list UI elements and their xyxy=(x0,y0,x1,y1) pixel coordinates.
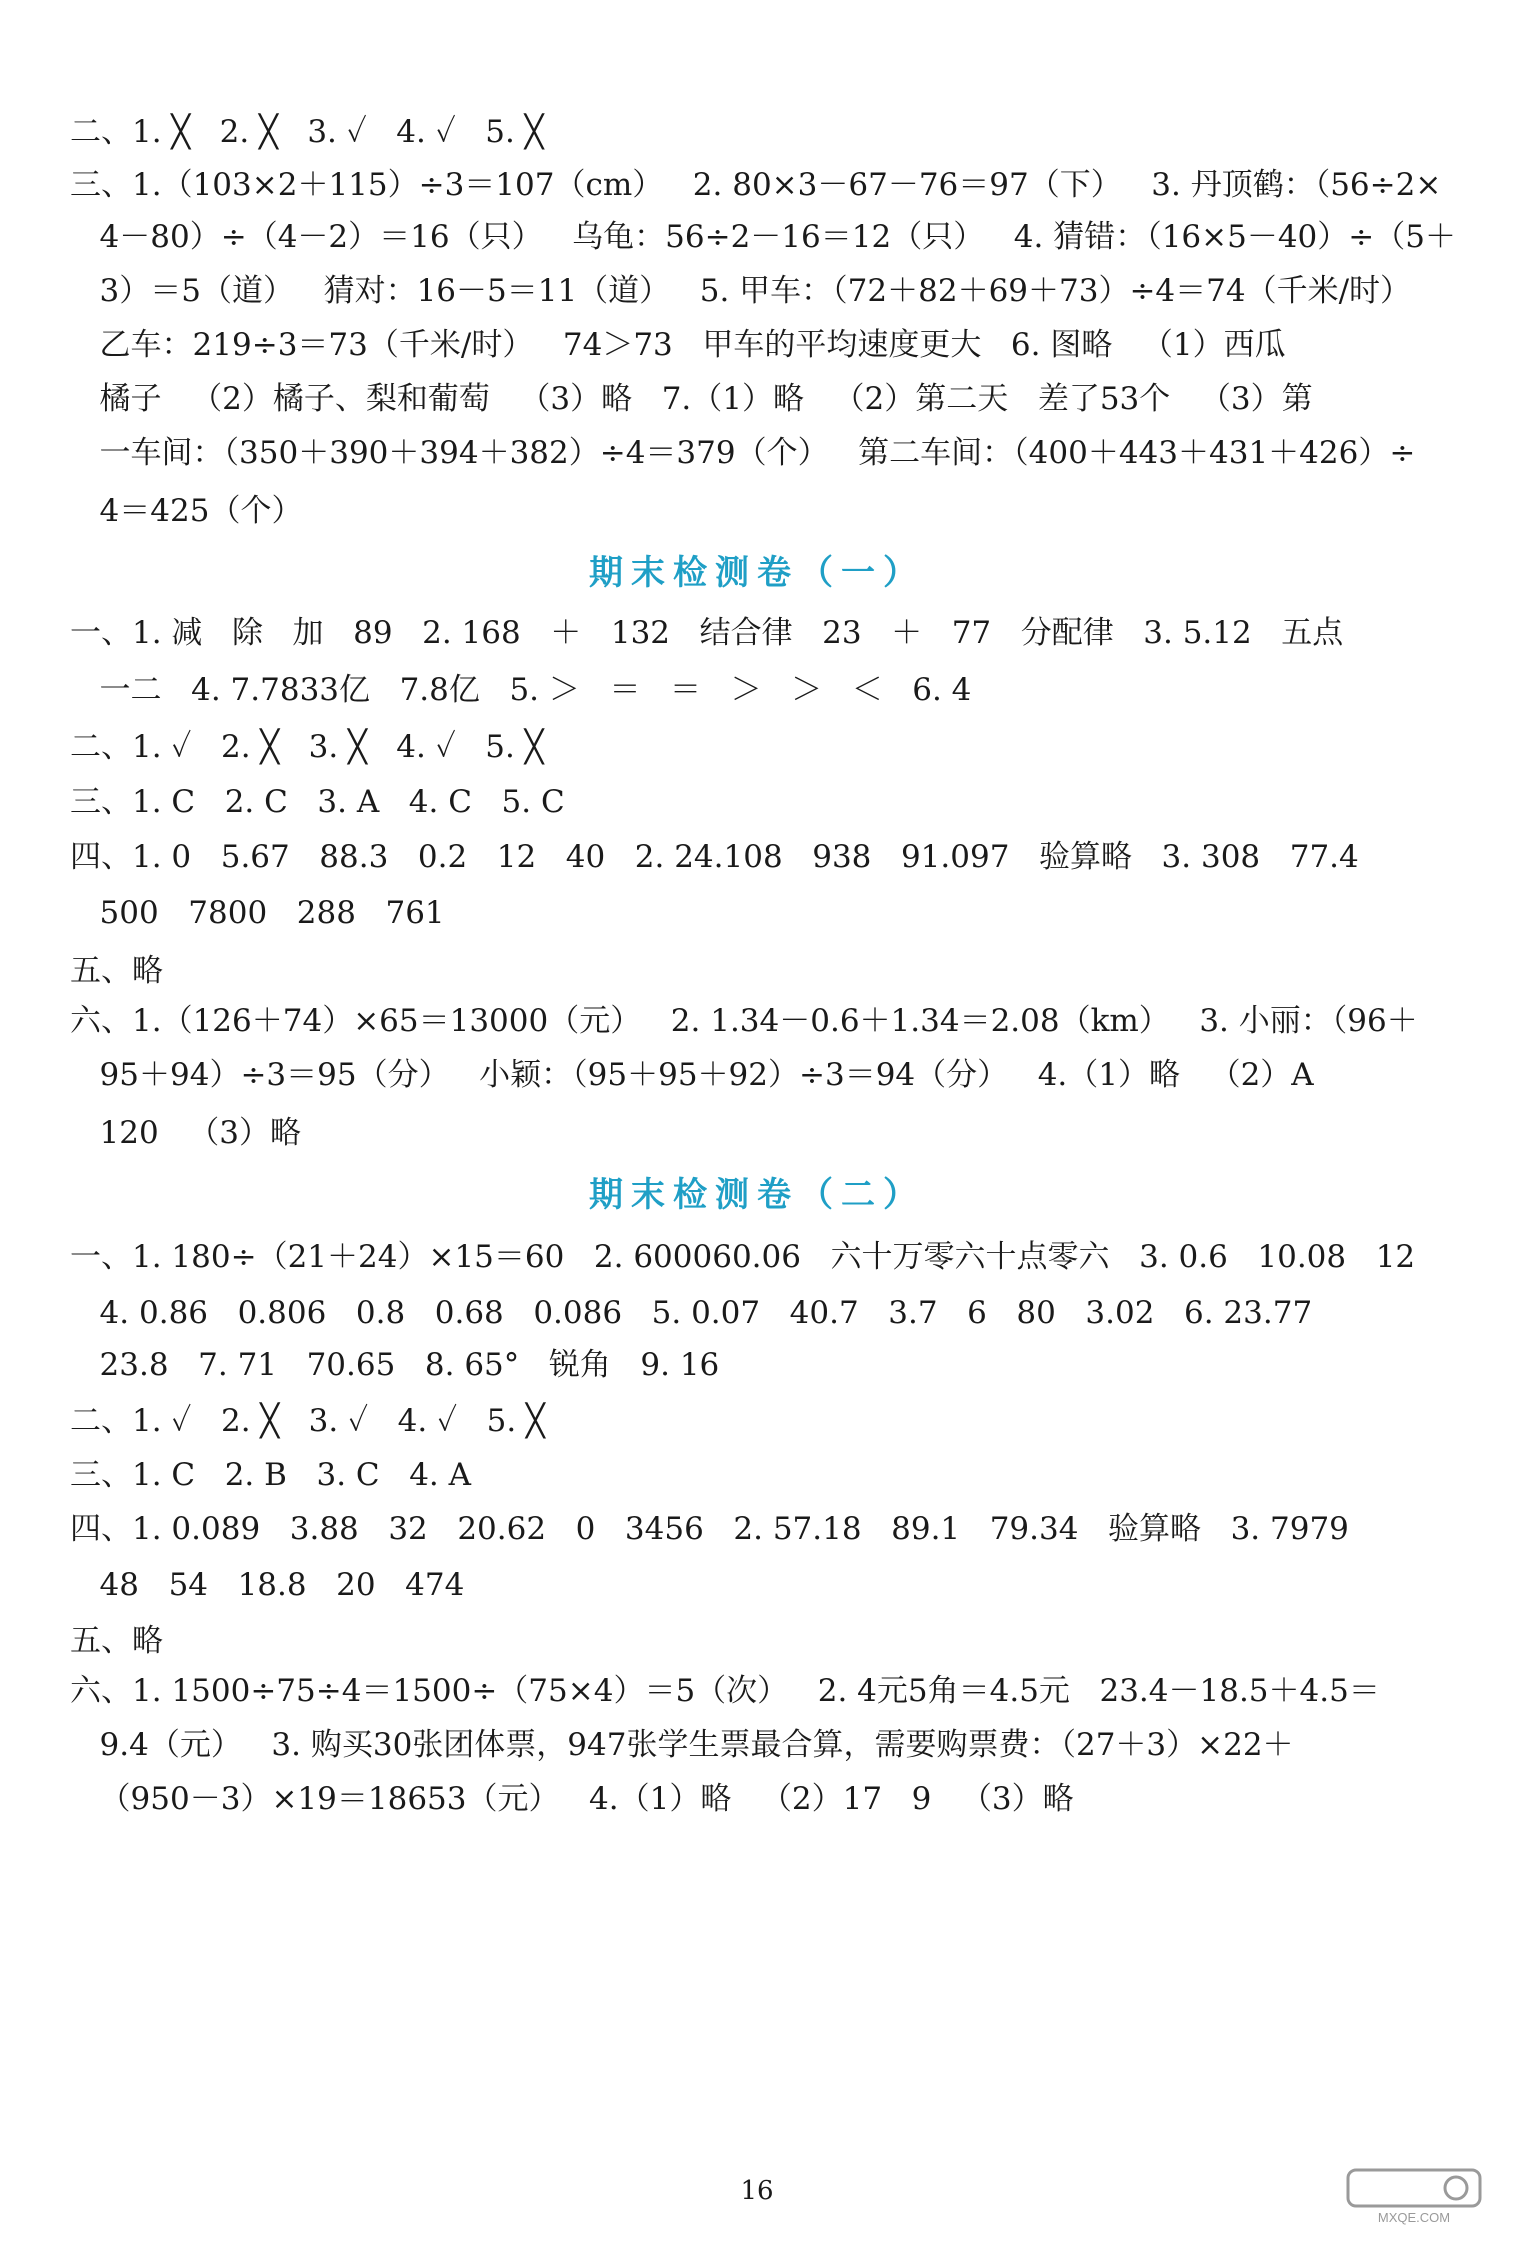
answer-line: 六、1. 1500÷75÷4＝1500÷（75×4）＝5（次） 2. 4元5角＝4.5元 23.4－18.5＋4.5＝ xyxy=(70,1673,1380,1709)
answer-line: 五、略 xyxy=(70,953,163,989)
answer-line: 一二 4. 7.7833亿 7.8亿 5. ＞ ＝ ＝ ＞ ＞ ＜ 6. 4 xyxy=(70,672,972,708)
watermark-text: MXQE.COM xyxy=(1377,2210,1451,2225)
answer-line: 95＋94）÷3＝95（分） 小颖：（95＋95＋92）÷3＝94（分） 4.（1）略 （2）A xyxy=(70,1057,1314,1093)
answer-line: 二、1. ╳ 2. ╳ 3. ✓ 4. ✓ 5. ╳ xyxy=(70,114,544,150)
answer-line: 二、1. ✓ 2. ╳ 3. ╳ 4. ✓ 5. ╳ xyxy=(70,729,544,765)
page-number: 16 xyxy=(740,2176,774,2206)
answer-line: 橘子 （2）橘子、梨和葡萄 （3）略 7.（1）略 （2）第二天 差了53个 （3）第 xyxy=(70,381,1313,417)
answer-line: 五、略 xyxy=(70,1623,163,1659)
section-title: 期末检测卷（一） xyxy=(589,553,925,593)
answer-line: 23.8 7. 71 70.65 8. 65° 锐角 9. 16 xyxy=(70,1347,720,1383)
answer-line: 9.4（元） 3. 购买30张团体票，947张学生票最合算，需要购票费：（27＋3）×22＋ xyxy=(70,1727,1294,1763)
answer-line: 一车间：（350＋390＋394＋382）÷4＝379（个） 第二车间：（400＋443＋431＋426）÷ xyxy=(70,435,1416,471)
answer-line: 六、1.（126＋74）×65＝13000（元） 2. 1.34－0.6＋1.34＝2.08（km） 3. 小丽：（96＋ xyxy=(70,1003,1418,1039)
answer-line: 三、1. C 2. C 3. A 4. C 5. C xyxy=(70,784,565,820)
answer-line: 二、1. ✓ 2. ╳ 3. ✓ 4. ✓ 5. ╳ xyxy=(70,1403,545,1439)
answer-line: 3）＝5（道） 猜对：16－5＝11（道） 5. 甲车：（72＋82＋69＋73）÷4＝74（千米/时） xyxy=(70,273,1412,309)
answer-line: 4－80）÷（4－2）＝16（只） 乌龟：56÷2－16＝12（只） 4. 猜错：（16×5－40）÷（5＋ xyxy=(70,219,1456,255)
answer-line: 500 7800 288 761 xyxy=(70,895,445,931)
answer-line: 一、1. 180÷（21＋24）×15＝60 2. 600060.06 六十万零六十点零六 3. 0.6 10.08 12 xyxy=(70,1239,1416,1275)
answer-line: 48 54 18.8 20 474 xyxy=(70,1567,465,1603)
answer-line: 一、1. 减 除 加 89 2. 168 ＋ 132 结合律 23 ＋ 77 分配律 3. 5.12 五点 xyxy=(70,615,1344,651)
watermark-logo xyxy=(1344,2166,1484,2226)
answer-line: （950－3）×19＝18653（元） 4.（1）略 （2）17 9 （3）略 xyxy=(70,1781,1074,1817)
answer-line: 三、1. C 2. B 3. C 4. A xyxy=(70,1457,472,1493)
section-title: 期末检测卷（二） xyxy=(589,1175,925,1215)
answer-line: 4＝425（个） xyxy=(70,493,303,529)
answer-line: 乙车：219÷3＝73（千米/时） 74＞73 甲车的平均速度更大 6. 图略 （1）西瓜 xyxy=(70,327,1286,363)
answer-line: 四、1. 0 5.67 88.3 0.2 12 40 2. 24.108 938 91.097 验算略 3. 308 77.4 xyxy=(70,839,1359,875)
answer-line: 三、1.（103×2＋115）÷3＝107（cm） 2. 80×3－67－76＝97（下） 3. 丹顶鹤：（56÷2× xyxy=(70,167,1442,203)
answer-line: 四、1. 0.089 3.88 32 20.62 0 3456 2. 57.18 89.1 79.34 验算略 3. 7979 xyxy=(70,1511,1349,1547)
answer-line: 4. 0.86 0.806 0.8 0.68 0.086 5. 0.07 40.7 3.7 6 80 3.02 6. 23.77 xyxy=(70,1295,1313,1331)
answer-line: 120 （3）略 xyxy=(70,1115,302,1151)
